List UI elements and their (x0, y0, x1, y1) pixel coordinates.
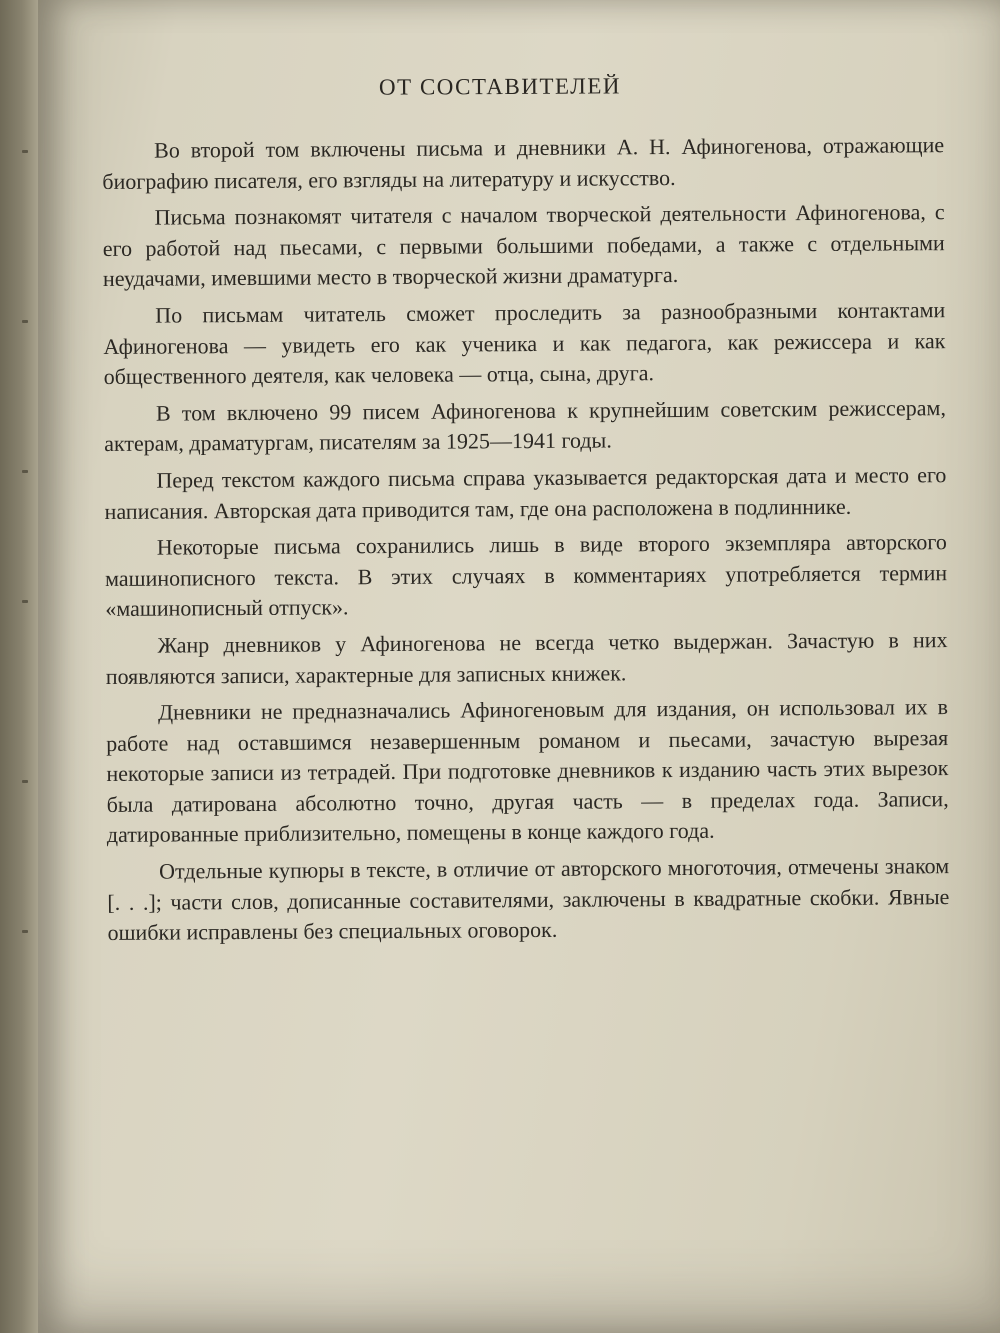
binding-stitch (22, 320, 28, 323)
binding-stitch (22, 780, 28, 783)
paragraph: Перед текстом каждого письма справа указывается редакторская дата и место его написания. Авторская дата приводится там, где она расположена в подлиннике. (104, 462, 947, 524)
page-body (102, 130, 950, 955)
page-title: ОТ СОСТАВИТЕЛЕЙ (378, 73, 622, 100)
paragraph: Жанр дневников у Афиногенова не всегда четко выдержан. Зачастую в них появляются записи, характерные для записных книжек. (105, 627, 948, 689)
paragraph: Дневники не предназначались Афиногеновым для издания, он использовал их в работе над оставшимся незавершенным романом и пьесами, зачастую вырезая некоторые записи из тетрадей. При подготовке дневников к изданию часть этих вырезок была датирована абсолютно точно, другая часть — в пределах года. Записи, датированные приблизительно, помещены в конце каждого года. (106, 694, 949, 848)
book-spine (0, 0, 38, 1333)
paragraph: По письмам читатель сможет проследить за разнообразными контактами Афиногенова — увидеть его как ученика и как педагога, как режиссера и как общественного деятеля, как человека — отца, сына, друга. (103, 297, 946, 390)
paragraph: В том включено 99 писем Афиногенова к крупнейшим советским режиссерам, актерам, драматургам, писателям за 1925—1941 годы. (104, 394, 947, 457)
paragraph: Отдельные купюры в тексте, в отличие от авторского многоточия, отмечены знаком [. . .]; части слов, дописанные составителями, заключены в квадратные скобки. Явные ошибки исправлены без специальных оговорок. (107, 853, 950, 946)
binding-stitch (22, 470, 28, 473)
binding-stitch (22, 930, 28, 933)
paragraph: Письма познакомят читателя с началом творческой деятельности Афиногенова, с его работой над пьесами, с первыми большими победами, а также с отдельными неудачами, имевшими место в творческой жизни драматурга. (102, 199, 945, 292)
paragraph: Некоторые письма сохранились лишь в виде второго экземпляра авторского машинописного текста. В этих случаях в комментариях употребляется термин «машинописный отпуск». (104, 529, 948, 622)
binding-stitch (22, 150, 28, 153)
paragraph: Во второй том включены письма и дневники А. Н. Афиногенова, отражающие биографию писателя, его взгляды на литературу и искусство. (102, 132, 945, 194)
binding-stitch (22, 600, 28, 603)
